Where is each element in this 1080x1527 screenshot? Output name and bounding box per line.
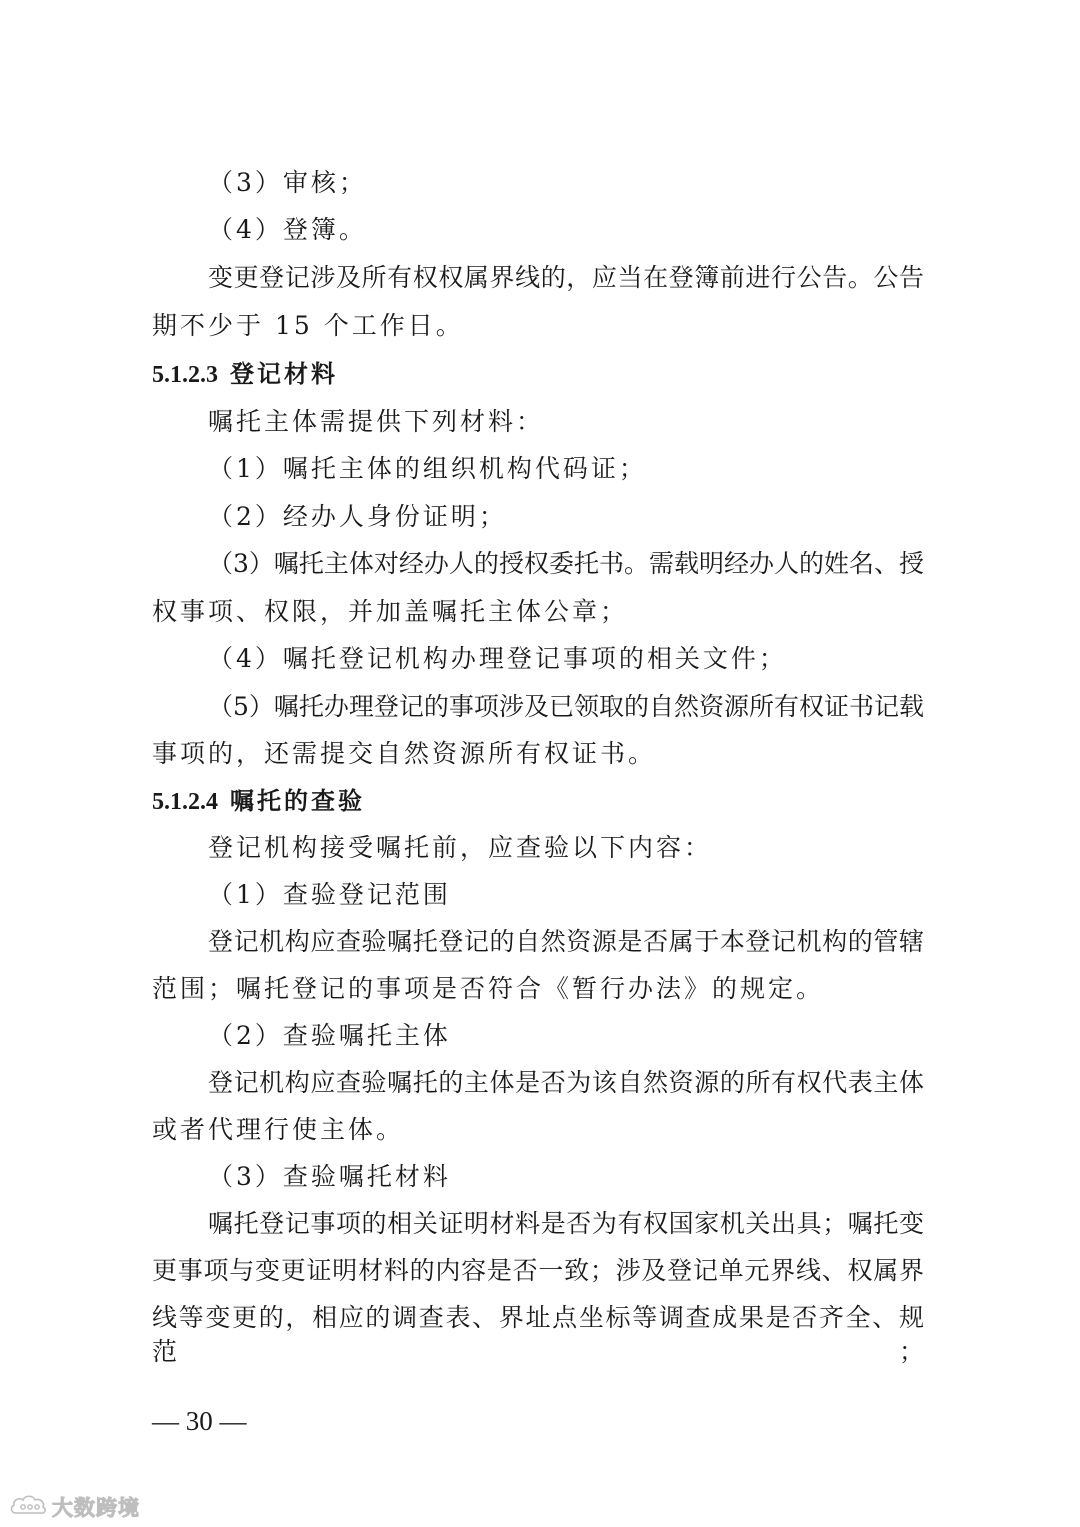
section-heading-5-1-2-4 [152,784,365,819]
section-title: 登记材料 [230,359,338,388]
page-number: — 30 — [152,1406,247,1436]
cloud-logo-icon [8,1492,48,1522]
list-item: （1）嘱托主体的组织机构代码证； [208,454,647,483]
paragraph-line: 变更登记涉及所有权权属界线的，应当在登簿前进行公告。公告 [208,263,924,292]
section-title: 嘱托的查验 [230,786,365,815]
paragraph-line: 登记机构应查验嘱托的主体是否为该自然资源的所有权代表主体 [208,1068,924,1097]
list-item-registration: （4）登簿。 [208,215,367,244]
paragraph-line: 登记机构应查验嘱托登记的自然资源是否属于本登记机构的管辖 [208,927,924,956]
list-item-review: （3）审核； [208,168,367,197]
paragraph-line: 或者代理行使主体。 [152,1115,405,1144]
list-item: （1）查验登记范围 [208,880,451,909]
paragraph-line: 范围；嘱托登记的事项是否符合《暂行办法》的规定。 [152,974,825,1003]
list-item: （5）嘱托办理登记的事项涉及已领取的自然资源所有权证书记载 [208,692,924,721]
paragraph-line: 嘱托主体需提供下列材料： [208,407,545,436]
paragraph-line: 更事项与变更证明材料的内容是否一致；涉及登记单元界线、权属界 [152,1256,924,1285]
list-item: （2）查验嘱托主体 [208,1021,451,1050]
list-item: （3）查验嘱托材料 [208,1162,451,1191]
list-item-continuation: 权事项、权限，并加盖嘱托主体公章； [152,597,629,626]
section-number: 5.1.2.4 [152,789,218,815]
paragraph-line: 嘱托登记事项的相关证明材料是否为有权国家机关出具；嘱托变 [208,1209,924,1238]
paragraph-line: 线等变更的，相应的调查表、界址点坐标等调查成果是否齐全、规范； [152,1303,924,1366]
list-item: （3）嘱托主体对经办人的授权委托书。需载明经办人的姓名、授 [208,549,924,578]
list-item-continuation: 事项的，还需提交自然资源所有权证书。 [152,739,657,768]
watermark-text: 大数跨境 [52,1496,140,1520]
watermark [8,1492,140,1522]
list-item: （4）嘱托登记机构办理登记事项的相关文件； [208,644,787,673]
section-heading-5-1-2-3 [152,357,338,392]
paragraph-line: 期不少于 15 个工作日。 [152,311,464,340]
list-item: （2）经办人身份证明； [208,502,507,531]
paragraph-line: 登记机构接受嘱托前，应查验以下内容： [208,833,713,862]
section-number: 5.1.2.3 [152,362,218,388]
